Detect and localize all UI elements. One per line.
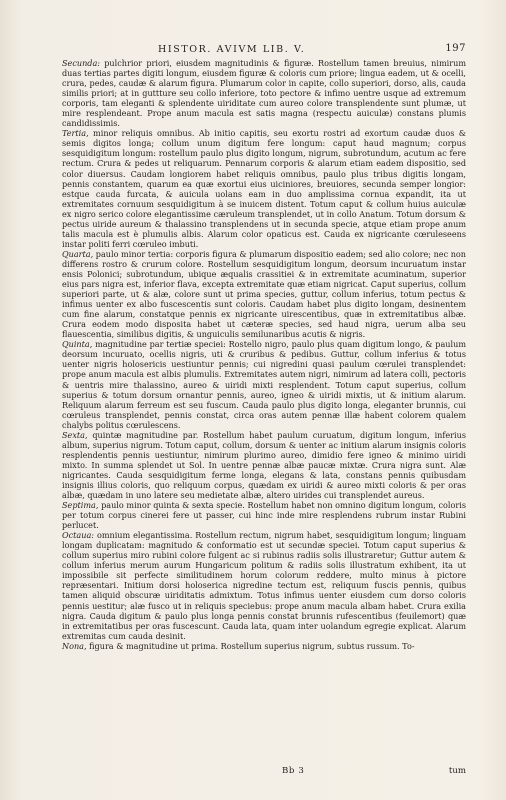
paragraph-text: pulchrior priori, eiusdem magnitudinis & figuræ. Rostellum tamen breuius, nimirum duas tertias partes digiti longum, eiusdem figuræ & coloris cum priore; lingua eadem, ut & ocelli, crura, pedes, caudæ & alarum figura. Plumarum color in capite, collo superiori, dorso, alis, cauda similis priori; at in guttture seu collo inferiore, toto pectore & infimo uentre usque ad extremum corporis, tam eleganti & splendente uiriditate cum aureo colore transplendente sunt plumæ, ut mire resplendeant. Prope anum macula est satis magna (respectu auiculæ) constans plumis candidissimis. [62,58,466,129]
paragraph-8 [62,641,466,651]
paragraph-lead: Sexta, [62,429,88,440]
paragraph-text: quintæ magnitudine par. Rostellum habet paulum curuatum, digitum longum, inferius album, superius nigrum. Totum caput, collum, dorsum & uenter ac initium alarum insignis coloris resplendentis pennis uestiuntur, nimirum plurimo aureo, dimidio fere igneo & minimo uiridi mixto. In summa splendet ut Sol. In uentre pennæ albæ paucæ mixtæ. Crura nigra sunt. Alæ nigricantes. Cauda sesquidigitum ferme longa, elegans & lata, constans pennis quibusdam insignis illius coloris, quo reliquum corpus, quædam ex uiridi & aureo mixti coloris & per oras albæ, quædam in uno latere seu medietate albæ, altero uirides cui transplendet aureus. [62,429,466,501]
page-number: 197 [445,43,466,54]
paragraph-lead: Quinta, [62,339,93,350]
paragraph-text: omnium elegantissima. Rostellum rectum, nigrum habet, sesquidigitum longum; linguam longam duplicatam: magnitudo & conformatio est ut secundæ speciei. Totum caput superius & collum superius miro rubini colore fulgent ac si rubinus radiis solis illustraretur; Guttur autem & collum inferius merum aurum Hungaricum politum & radiis solis illustratum exhibent, ita ut impossibile sit perfecte similitudinem horum colorum reddere, multo minus à pictore repræsentari. Initium dorsi holoserica nigredine tectum est, reliquum fuscis pennis, quibus tamen aliquid obscuræ uiriditatis admixtum. Totus infimus uenter eiusdem cum dorso coloris pennis uestitur; alæ fusco ut in reliquis speciebus: prope anum macula albam habet. Crura exilia nigra. Cauda digitum & paulo plus longa pennis constat brunnis rufescentibus (feuilemort) quæ in extremitatibus per oras fuscescunt. Cauda lata, quam inter uolandum egregie explicat. Alarum extremitas cum cauda desinit. [62,530,466,641]
paragraph-5 [62,430,466,500]
paragraph-2 [62,128,466,249]
body-text [62,58,466,651]
paragraph-lead: Tertia, [62,128,89,139]
paragraph-1 [62,58,466,128]
paragraph-lead: Septima, [62,500,99,511]
paragraph-7 [62,530,466,641]
paragraph-text: figura & magnitudine ut prima. Rostellum superius nigrum, subtus russum. To- [86,640,415,651]
paragraph-text: paulo minor tertia: corporis figura & plumarum dispositio eadem; sed alio colore; nec non differens rostro & crurum colore. Rostellum sesquidigitum longum, deorsum incuruatum instar ensis Polonici; subrotundum, ubique æqualis crassitiei & in extremitate acuminatum, superior eius pars nigra est, inferior flava, excepta extremitate quæ etiam nigricat. Caput superius, collum superiori parte, ut & alæ, colore sunt ut prima species, guttur, collum inferius, totum pectus & infimus uenter ex albo fuscescentis sunt coloris. Caudam habet plus digito longam, desinentem cum fine alarum, constatque pennis ex nigricante uirescentibus, quæ in extremitatibus albæ. Crura eodem modo disposita habet ut cæteræ species, sed haud nigra, uerum alba seu flauescentia, similibus digitis, & unguiculis semilunaribus acutis & nigris. [62,248,466,340]
paragraph-6 [62,500,466,530]
paragraph-lead: Octaua: [62,530,95,541]
page-footer [62,766,466,780]
paragraph-4 [62,339,466,429]
signature-mark: Bb 3 [282,766,305,776]
paragraph-3 [62,249,466,339]
paragraph-text: magnitudine par tertiæ speciei: Rostello nigro, paulo plus quam digitum longo, & paulum deorsum incuruato, ocellis nigris, uti & cruribus & pedibus. Guttur, collum inferius & totus uenter nigris holosericis uestiuntur pennis; cui nigredini quasi paulum cœrulei transplendet: prope anum macula est albis plumulis. Extremitates autem nigri, nimirum ad latera colli, pectoris & uentris mire thalassino, aureo & uiridi mixti resplendent. Totum caput superius, collum superius & totum dorsum ornantur pennis, aureo, igneo & uiridi mixtis, ut & initium alarum. Reliquum alarum ferreum est seu fuscum. Cauda paulo plus digito longa, eleganter brunnis, cui cœruleus transplendet, pennis constat, circa oras autem pennæ illæ habent colorem qualem chalybs politus cœrulescens. [62,339,466,430]
paragraph-lead: Secunda: [62,58,101,68]
paragraph-text: paulo minor quinta & sexta specie. Rostellum habet non omnino digitum longum, coloris per totum corpus cinerei fere ut passer, cui hinc inde mire resplendens rubrum instar Rubini perlucet. [62,500,466,531]
catchword: tum [448,766,466,776]
running-head: HISTOR. AVIVM LIB. V. [158,44,306,55]
paragraph-lead: Nona, [62,640,87,651]
page-header [62,44,466,58]
paragraph-lead: Quarta, [62,248,94,259]
paragraph-text: minor reliquis omnibus. Ab initio capitis, seu exortu rostri ad exortum caudæ duos & semis digitos longa; collum unum digitum fere longum: caput haud magnum; corpus sesquidigitum longum: rostellum paulo plus digito longum, nigrum, subrotundum, acutum ac fere rectum. Crura & pedes ut reliquarum. Pennarum corporis & alarum etiam eadem dispositio, sed color diuersus. Caudam longiorem habet reliquis omnibus, paulo plus tribus digitis longam, pennis constantem, quarum ea quæ exortui eius uiciniores, breuiores, secunda semper longior: estque cauda furcata, & auicula uolans eam in duo amplissima cornua expandit, ita ut extremitates cornuum sesquidigitum à se inuicem distent. Totum caput & collum huius auiculæ ex nigro serico colore elegantissime cæruleum transplendet, ut in collo Anatum. Totum dorsum & pectus uiride aureum & thalassino transplendens ut in secunda specie, atque etiam prope anum talis macula est è plumulis albis. Alarum color opaticus est. Cauda ex nigricante cœruleseens instar politi ferri cœruleo imbuti. [62,128,466,249]
